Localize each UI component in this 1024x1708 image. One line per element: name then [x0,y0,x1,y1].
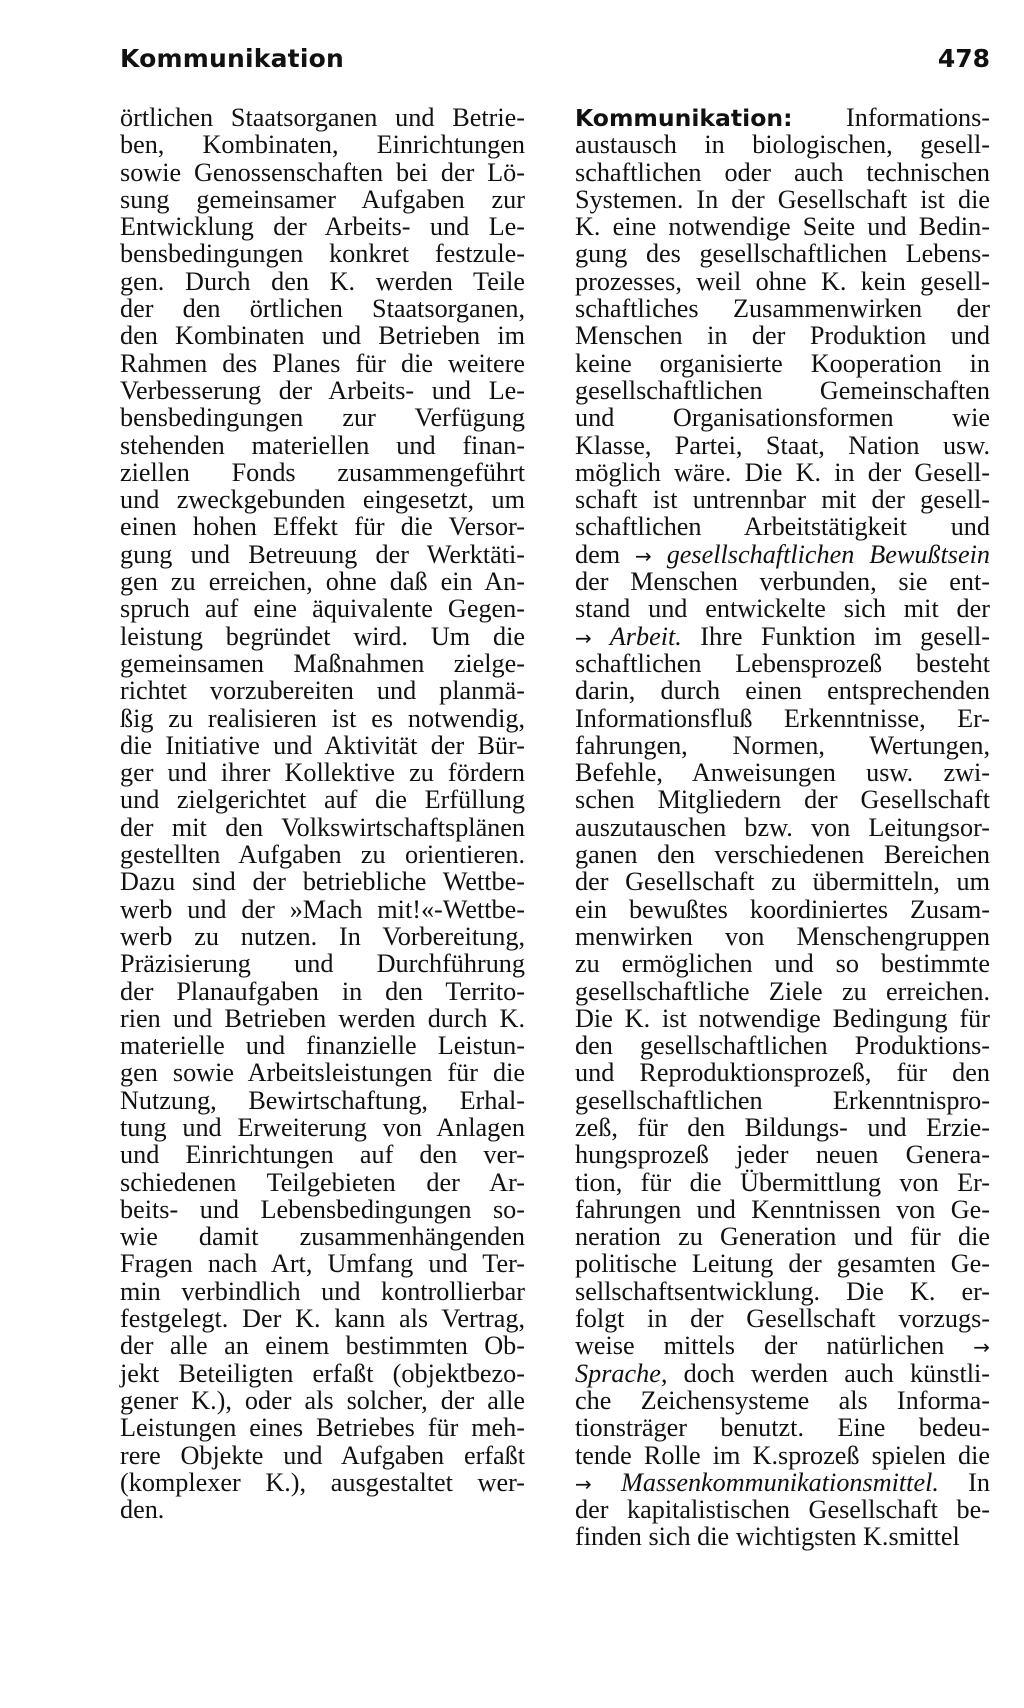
entry-headword: Kommunikation: [575,104,793,132]
text-line [575,1305,990,1332]
text-segment: und Reproduktionsprozeß, für den [575,1058,990,1088]
text-line: Verbesserung der Arbeits- und Le- [120,375,525,405]
text-segment: gesellschaftlichen Gemeinschaften [575,375,990,405]
text-line [575,896,990,923]
text-line: jekt Beteiligten erfaßt (objektbezo- [120,1358,525,1388]
text-segment: prozesses, weil ohne K. kein gesell- [575,266,990,296]
text-segment: tende Rolle im K.sprozeß spielen die [575,1440,990,1470]
cross-reference-arrow-icon: → [973,1335,990,1360]
text-line: Rahmen des Planes für die weitere [120,348,525,378]
text-line [575,1114,990,1141]
text-segment: Klasse, Partei, Staat, Nation usw. [575,430,990,460]
text-line: gen. Durch den K. werden Teile [120,266,525,296]
text-line [575,841,990,868]
text-line [575,1360,990,1387]
text-line: und zweckgebunden eingesetzt, um [120,485,525,515]
text-segment: und Organisationsformen wie [575,403,990,433]
text-segment: tionsträger benutzt. Eine bedeu- [575,1413,990,1443]
text-segment: möglich wäre. Die K. in der Gesell- [575,457,990,487]
text-line [575,131,990,158]
text-line [575,814,990,841]
text-line [575,1442,990,1469]
page-number: 478 [937,44,990,73]
text-line [575,978,990,1005]
text-segment: gung des gesellschaftlichen Lebens- [575,239,990,269]
text-line: schiedenen Teilgebieten der Ar- [120,1167,525,1197]
text-line: einen hohen Effekt für die Versor- [120,512,525,542]
text-segment: dem [575,539,636,569]
running-head-term: Kommunikation [120,44,344,73]
text-segment: folgt in der Gesellschaft vorzugs- [575,1304,990,1334]
text-line: sung gemeinsamer Aufgaben zur [120,184,525,214]
text-line: der alle an einem bestimmten Ob- [120,1331,525,1361]
text-line: spruch auf eine äquivalente Gegen- [120,594,525,624]
text-line: gen zu erreichen, ohne daß ein An- [120,567,525,597]
text-line: beits- und Lebensbedingungen so- [120,1194,525,1224]
text-segment: Ihre Funktion im gesell- [681,621,990,651]
text-line [575,513,990,540]
text-segment: K. eine notwendige Seite und Bedin- [575,212,990,242]
text-segment: ein bewußtes koordiniertes Zusam- [575,894,990,924]
text-line: der Planaufgaben in den Territo- [120,976,525,1006]
text-line: rien und Betrieben werden durch K. [120,1003,525,1033]
text-segment: gesellschaftlichen Erkenntnispro- [575,1085,990,1115]
text-line: min verbindlich und kontrollierbar [120,1276,525,1306]
text-line [575,1469,990,1496]
text-segment: finden sich die wichtigsten K.smittel [575,1522,960,1552]
text-line [575,1250,990,1277]
text-line: Präzisierung und Durchführung [120,949,525,979]
text-line: gemeinsamen Maßnahmen zielge- [120,648,525,678]
text-line [575,868,990,895]
text-segment: schaftliches Zusammenwirken der [575,294,990,324]
text-line: wie damit zusammenhängenden [120,1222,525,1252]
text-line [575,350,990,377]
text-segment: politische Leitung der gesamten Ge- [575,1249,990,1279]
text-segment: der Gesellschaft zu übermitteln, um [575,867,990,897]
text-segment: fahrungen, Normen, Wertungen, [575,730,990,760]
text-line [575,1223,990,1250]
text-segment: der kapitalistischen Gesellschaft be- [575,1495,990,1525]
text-line [575,595,990,622]
text-line [575,923,990,950]
text-segment: stand und entwickelte sich mit der [575,594,990,624]
text-segment: keine organisierte Kooperation in [575,348,990,378]
text-line: und zielgerichtet auf die Erfüllung [120,785,525,815]
text-line [575,459,990,486]
text-line [575,1332,990,1359]
text-line: ßig zu realisieren ist es notwendig, [120,703,525,733]
text-line [575,1496,990,1523]
text-line: den Kombinaten und Betrieben im [120,321,525,351]
text-line [575,677,990,704]
text-segment: fahrungen und Kenntnissen von Ge- [575,1194,990,1224]
text-line [575,786,990,813]
text-segment: auszutauschen bzw. von Leitungsor- [575,812,990,842]
text-line [575,541,990,568]
text-line: rere Objekte und Aufgaben erfaßt [120,1440,525,1470]
text-segment: Menschen in der Produktion und [575,321,990,351]
text-segment: schaftlichen oder auch technischen [575,157,990,187]
text-segment: zeß, für den Bildungs- und Erzie- [575,1112,990,1142]
text-segment: schaftlichen Lebensprozeß besteht [575,648,990,678]
text-line [575,1141,990,1168]
text-line [575,1523,990,1550]
text-line: materielle und finanzielle Leistun- [120,1031,525,1061]
text-line: die Initiative und Aktivität der Bür- [120,730,525,760]
text-line: bensbedingungen konkret festzule- [120,239,525,269]
left-column [120,104,525,1523]
text-line [575,568,990,595]
cross-reference-arrow-icon: → [575,1471,592,1496]
text-segment: schaftlichen Arbeitstätigkeit und [575,512,990,542]
text-line [575,268,990,295]
text-segment: der Menschen verbunden, sie ent- [575,567,990,597]
text-line: (komplexer K.), ausgestaltet wer- [120,1467,525,1497]
text-line [575,213,990,240]
text-line [575,486,990,513]
text-segment: Befehle, Anweisungen usw. zwi- [575,758,990,788]
text-line: richtet vorzubereiten und planmä- [120,676,525,706]
text-segment: weise mittels der natürlichen [575,1331,974,1361]
text-line [575,759,990,786]
cross-reference-arrow-icon: → [635,543,652,568]
cross-reference: gesellschaftlichen Bewußtsein [651,539,990,569]
text-line: sowie Genossenschaften bei der Lö- [120,157,525,187]
text-segment: Systemen. In der Gesellschaft ist die [575,184,990,214]
text-line: Fragen nach Art, Umfang und Ter- [120,1249,525,1279]
text-segment: darin, durch einen entsprechenden [575,676,990,706]
text-segment: Informationsfluß Erkenntnisse, Er- [575,703,990,733]
text-line: gestellten Aufgaben zu orientieren. [120,840,525,870]
text-line [575,186,990,213]
text-line [575,1032,990,1059]
text-segment: menwirken von Menschengruppen [575,921,990,951]
text-segment: neration zu Generation und für die [575,1222,990,1252]
text-segment: sellschaftsentwicklung. Die K. er- [575,1276,990,1306]
text-segment: hungsprozeß jeder neuen Genera- [575,1140,990,1170]
text-line: werb zu nutzen. In Vorbereitung, [120,921,525,951]
text-line [575,1196,990,1223]
text-line: werb und der »Mach mit!«-Wettbe- [120,894,525,924]
text-line [575,1087,990,1114]
text-line: Nutzung, Bewirtschaftung, Erhal- [120,1085,525,1115]
text-line [575,1387,990,1414]
text-segment: schaft ist untrennbar mit der gesell- [575,485,990,515]
text-line [575,432,990,459]
text-segment: Informations- [792,103,990,132]
text-line [575,732,990,759]
text-line: und Einrichtungen auf den ver- [120,1140,525,1170]
text-segment: tion, für die Übermittlung von Er- [575,1167,990,1197]
text-line: Entwicklung der Arbeits- und Le- [120,212,525,242]
text-line [575,240,990,267]
text-line: den. [120,1495,165,1525]
text-line [575,377,990,404]
text-line: gung und Betreuung der Werktäti- [120,539,525,569]
text-segment: Die K. ist notwendige Bedingung für [575,1003,990,1033]
text-segment: schen Mitgliedern der Gesellschaft [575,785,990,815]
text-line [575,159,990,186]
text-segment: austausch in biologischen, gesell- [575,130,990,160]
cross-reference-arrow-icon: → [575,625,592,650]
text-line [575,322,990,349]
text-line: ger und ihrer Kollektive zu fördern [120,758,525,788]
text-line: der den örtlichen Staatsorganen, [120,294,525,324]
text-segment: gesellschaftliche Ziele zu erreichen. [575,976,990,1006]
text-line: der mit den Volkswirtschaftsplänen [120,812,525,842]
text-line: stehenden materiellen und finan- [120,430,525,460]
right-column [575,104,990,1551]
text-line [575,295,990,322]
text-segment: den gesellschaftlichen Produktions- [575,1031,990,1061]
text-line: leistung begründet wird. Um die [120,621,525,651]
text-line: Dazu sind der betriebliche Wettbe- [120,867,525,897]
text-line: gener K.), oder als solcher, der alle [120,1385,525,1415]
text-line [575,1278,990,1305]
text-line [575,1005,990,1032]
text-line [575,1059,990,1086]
cross-reference: Sprache, [575,1358,668,1388]
text-line [575,404,990,431]
text-line [575,1414,990,1441]
text-line: bensbedingungen zur Verfügung [120,403,525,433]
cross-reference: Arbeit. [591,621,682,651]
text-segment: che Zeichensysteme als Informa- [575,1385,990,1415]
text-segment: doch werden auch künstli- [667,1358,990,1388]
text-line [575,650,990,677]
text-line [575,950,990,977]
text-line [575,104,990,131]
text-line: Leistungen eines Betriebes für meh- [120,1413,525,1443]
text-segment: In [938,1467,990,1497]
text-line [575,623,990,650]
text-line: örtlichen Staatsorganen und Betrie- [120,103,525,132]
running-head [120,44,990,84]
text-line [575,705,990,732]
text-line: tung und Erweiterung von Anlagen [120,1112,525,1142]
text-line: gen sowie Arbeitsleistungen für die [120,1058,525,1088]
cross-reference: Massenkommunikationsmittel. [591,1467,939,1497]
text-line: ziellen Fonds zusammengeführt [120,457,525,487]
text-segment: zu ermöglichen und so bestimmte [575,949,990,979]
text-line: festgelegt. Der K. kann als Vertrag, [120,1304,525,1334]
text-line: ben, Kombinaten, Einrichtungen [120,130,525,160]
text-segment: ganen den verschiedenen Bereichen [575,840,990,870]
text-line [575,1169,990,1196]
